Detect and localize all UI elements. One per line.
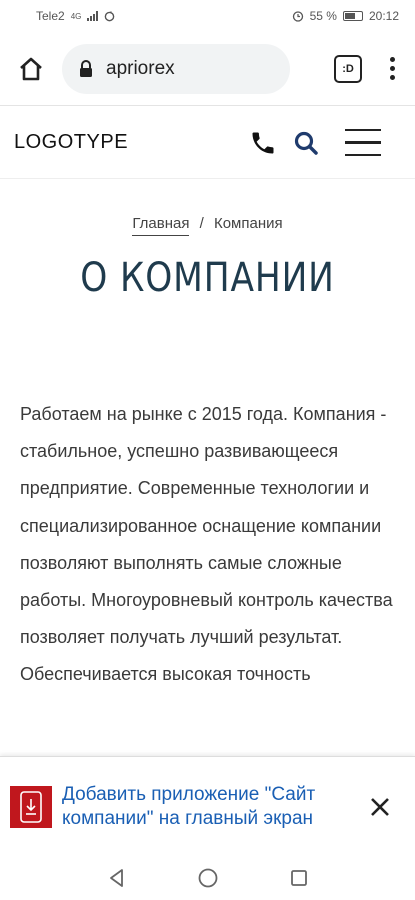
recents-square-icon[interactable] [289,868,309,888]
signal-icon [87,11,98,21]
search-icon[interactable] [293,130,319,156]
site-header [0,107,415,179]
site-logo[interactable]: LOGOTYPE [14,131,129,153]
status-left [36,9,115,23]
address-bar[interactable] [62,44,290,94]
home-button[interactable] [14,52,48,86]
alarm-clock-icon [292,10,304,22]
header-icons [249,129,401,157]
app-download-icon [10,786,52,828]
breadcrumb [0,215,415,232]
page-title: О КОМПАНИИ [80,255,335,301]
breadcrumb-home-link[interactable]: Главная [132,215,189,236]
home-icon [17,55,45,83]
system-nav-bar [0,856,415,900]
url-text[interactable]: apriorex [106,57,175,79]
close-icon[interactable] [369,796,391,818]
hamburger-menu-icon[interactable] [345,129,381,157]
more-vert-icon[interactable] [390,57,395,80]
battery-percent: 55 % [309,9,337,23]
status-right [292,9,399,23]
carrier-label: Tele2 [36,9,65,23]
status-bar [0,0,415,32]
article-text: Работаем на рынке с 2015 года. Компания - стабильное, успешно развивающееся предприятие. Современные технологии и специализированное оснащение компании позволяют выполнять самые сложные работы. Многоуровневый контроль качества позволяет получать лучший результат. Обеспечивается высокая точность [20,404,393,685]
breadcrumb-separator: / [199,215,204,232]
back-triangle-icon[interactable] [107,868,127,888]
browser-toolbar [0,32,415,106]
phone-icon[interactable] [249,129,277,157]
banner-message[interactable]: Добавить приложение "Сайт компании" на главный экран [62,783,316,829]
network-type: 4G [70,11,82,21]
battery-icon [343,11,363,21]
tab-switcher-button[interactable]: :D [334,55,362,83]
sync-icon [104,11,115,22]
home-circle-icon[interactable] [197,867,219,889]
add-to-homescreen-banner[interactable] [0,756,415,856]
lock-icon[interactable] [78,60,94,78]
breadcrumb-current: Компания [213,215,283,232]
clock-time: 20:12 [368,9,399,23]
